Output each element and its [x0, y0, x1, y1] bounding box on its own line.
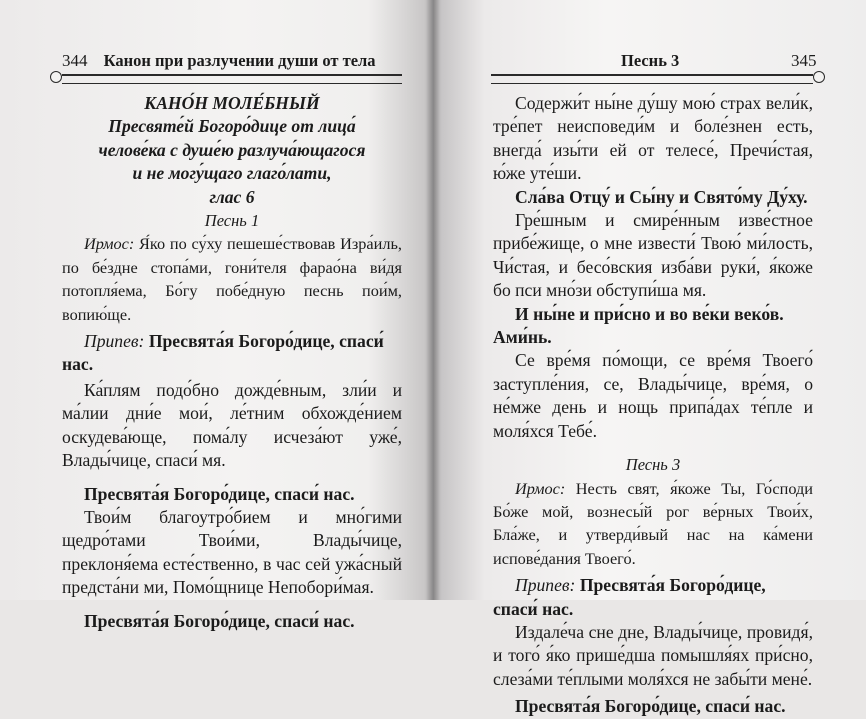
- right-page-number: 345: [791, 51, 817, 70]
- and-now: И ны́не и при́сно и во ве́ки веко́в. Ами́нь.: [493, 303, 784, 348]
- left-page-number: 344: [62, 51, 88, 70]
- irmos-1: [62, 232, 402, 326]
- refrain-5: Пресвята́я Богоро́дице, спаси́ нас.: [515, 696, 786, 717]
- right-page-number-wrap: [791, 51, 817, 73]
- refrain-label: Припев:: [84, 331, 145, 352]
- dedication-line-4: глас 6: [209, 186, 255, 207]
- glory: Сла́ва Отцу́ и Сы́ну и Свято́му Ду́ху.: [515, 186, 808, 207]
- left-page: [0, 0, 433, 631]
- dedication-line-3: и не могу́щаго глаго́лати,: [132, 163, 332, 184]
- right-header: [621, 51, 679, 73]
- dedication-line-1: Пресвяте́й Богоро́дице от лица́: [108, 116, 356, 137]
- dedication-line-2: челове́ка с душе́ю разлуча́ющагося: [98, 139, 366, 160]
- refrain-text: Пресвята́я Богоро́дице, спаси́ нас.: [62, 331, 384, 375]
- left-running-title: Канон при разлучении души от тела: [103, 51, 376, 70]
- right-running-title: Песнь 3: [621, 51, 680, 70]
- troparion-3: Содержи́т ны́не ду́шу мою́ страх вели́к, тре́пет неисповеди́м и боле́знен есть, внегда́ изы́ти ей от телесе́, Пречи́стая, ю́же уте́ши.: [493, 93, 813, 184]
- irmos-text-3: Несть свят, я́коже Ты, Го́споди Бо́же мой, вознесы́й рог ве́рных Твои́х, Бла́же, и утверди́вый нас на ка́мени испове́дания Твоего́.: [493, 478, 813, 568]
- book-spine: [426, 0, 440, 600]
- refrain-label-4: Припев:: [515, 575, 576, 596]
- irmos-text: Я́ко по су́ху пешеше́ствовав Изра́иль, по бе́здне стопа́ми, гони́теля фарао́на ви́дя потопля́ема, Бо́гу побе́дную песнь пои́м, вопию́ще.: [62, 234, 402, 324]
- troparion-1: Ка́плям подо́бно дожде́вным, зли́и и ма́лии дни́е мои́, ле́тним обхожде́нием оскудева́юще, пома́лу исчеза́ют уже́, Влады́чице, спаси́ мя.: [62, 379, 402, 471]
- troparion-4: Гре́шным и смире́нным изве́стное прибе́жище, о мне извести́ Твою́ ми́лость, Чи́стая, и бесо́вския изба́ви руки́, я́коже бо пси мно́зи обступи́ша мя.: [493, 210, 813, 301]
- theotokion: Се вре́мя по́мощи, се вре́мя Твоего́ заступле́ния, се, Влады́чице, вре́мя, о не́мже день и нощь припа́дах те́пле и моля́хся Тебе́.: [493, 350, 813, 441]
- refrain-3: Пресвята́я Богоро́дице, спаси́ нас.: [84, 610, 355, 631]
- left-header-rule: [62, 74, 402, 84]
- refrain-2: Пресвята́я Богоро́дице, спаси́ нас.: [84, 483, 355, 504]
- left-body: [62, 92, 402, 633]
- irmos-3: [493, 477, 813, 571]
- refrain-1: [62, 330, 402, 377]
- troparion-5: Издале́ча сне дне, Влады́чице, провидя́, и того́ я́ко прише́дша помышля́ях при́сно, слеза́ми те́плыми моля́хся не забы́ти мене́.: [493, 621, 813, 689]
- song-heading-1: Песнь 1: [204, 211, 260, 231]
- irmos-label-3: Ирмос:: [515, 478, 566, 498]
- right-body: [493, 92, 813, 719]
- song-heading-3: Песнь 3: [625, 455, 681, 475]
- refrain-text-4: Пресвята́я Богоро́дице, спаси́ нас.: [493, 575, 766, 619]
- troparion-2: Твои́м благоутро́бием и мно́гими щедро́тами Твои́ми, Влады́чице, преклоня́ема есте́ственно, в час сей ужа́сный предста́ни ми, Помо́щнице Непобори́мая.: [62, 506, 402, 598]
- left-header: [62, 51, 376, 73]
- refrain-4: [493, 574, 813, 621]
- right-page: [433, 0, 866, 717]
- right-header-rule: [491, 74, 813, 84]
- canon-title: КАНО́Н МОЛЕ́БНЫЙ: [144, 93, 320, 113]
- irmos-label: Ирмос:: [84, 234, 135, 254]
